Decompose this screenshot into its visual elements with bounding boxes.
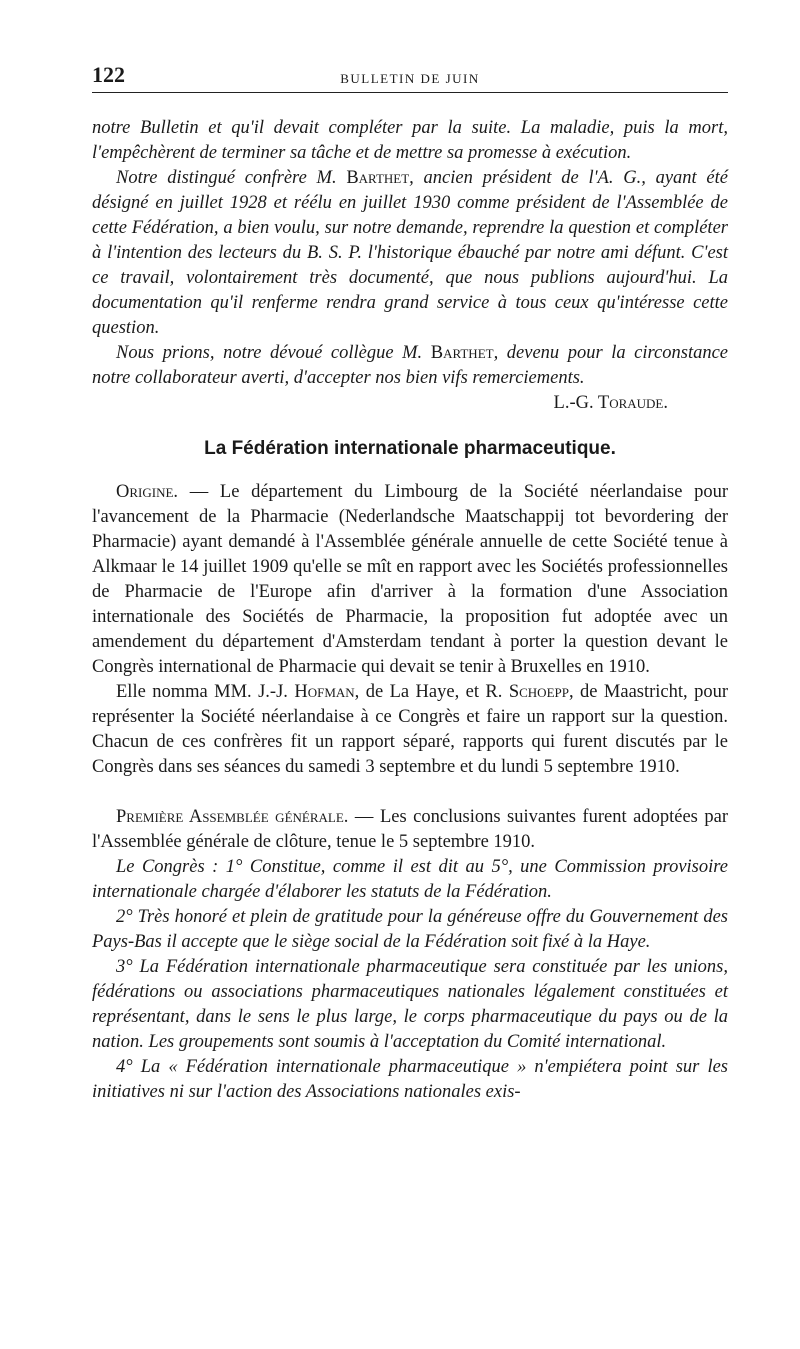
first-assembly-paragraph [92,805,728,855]
first-assembly-text: — Les conclusions suivantes furent adoptées par l'Assemblée générale de clôture, tenue le 5 septembre 1910. [92,807,728,852]
page [92,62,728,1105]
person-name: Schoepp [508,682,569,702]
nomination-text-b: , de La Haye, et R. [354,682,509,702]
conclusion-1: Le Congrès : 1° Constitue, comme il est dit au 5°, une Commission provisoire internationale chargée d'élaborer les statuts de la Fédération. [92,857,728,902]
conclusion-4: 4° La « Fédération internationale pharmaceutique » n'empiétera point sur les initiatives ni sur l'action des Associations nationales exis- [92,1057,728,1102]
origin-label: Origine. [116,482,179,502]
section-gap [92,780,728,805]
person-name: Barthet [346,168,410,188]
person-name: Hofman [294,682,355,702]
header-rule [92,92,728,93]
conclusion-2: 2° Très honoré et plein de gratitude pour la généreuse offre du Gouvernement des Pays-Bas il accepte que le siège social de la Fédération soit fixé à la Haye. [92,907,728,952]
intro-p2-text-b: , ancien président de l'A. G., ayant été désigné en juillet 1928 et réélu en juillet 1930 comme président de l'Assemblée de cette Fédération, a bien voulu, sur notre demande, reprendre la question et compléter à l'intention des lecteurs du B. S. P. l'historique ébauché par notre ami défunt. C'est ce travail, volontairement très documenté, que nous publions aujourd'hui. La documentation qu'il renferme rendra grand service à tous ceux qu'intéresse cette question. [92,168,728,338]
editor-note [92,116,728,416]
intro-p3-text-b: , devenu pour la circonstance notre collaborateur averti, d'accepter nos bien vifs remerciements. [92,343,729,388]
nomination-text-a: Elle nomma MM. J.-J. [116,682,295,702]
page-header [92,62,728,92]
signature-line [92,391,728,416]
conclusion-3: 3° La Fédération internationale pharmaceutique sera constituée par les unions, fédérations ou associations pharmaceutiques nationales légalement constituées et représentant, dans le sens le plus large, le corps pharmaceutique du pays ou de la nation. Les groupements sont soumis à l'acceptation du Comité international. [92,957,728,1052]
intro-paragraph-3 [92,341,728,391]
person-name: Barthet [430,343,494,363]
article-title: La Fédération internationale pharmaceutique. [204,438,616,459]
intro-paragraph-2 [92,166,728,341]
page-number: 122 [92,62,125,87]
intro-paragraph-1: notre Bulletin et qu'il devait compléter par la suite. La maladie, puis la mort, l'empêchèrent de terminer sa tâche et de mettre sa promesse à exécution. [92,118,728,163]
origin-paragraph [92,480,728,680]
first-assembly-label: Première Assemblée générale. [116,807,349,827]
intro-p3-text-a: Nous prions, notre dévoué collègue M. [116,343,431,363]
intro-p2-text-a: Notre distingué confrère M. [116,168,347,188]
nomination-paragraph [92,680,728,780]
origin-text: — Le département du Limbourg de la Société néerlandaise pour l'avancement de la Pharmacie (Nederlandsche Maatschappij tot bevordering der Pharmacie) ayant demandé à l'Assemblée générale annuelle de cette Société tenue à Alkmaar le 14 juillet 1909 qu'elle se mît en rapport avec les Sociétés professionnelles de Pharmacie de l'Europe afin d'arriver à la formation d'une Association internationale des Sociétés de Pharmacie, la proposition fut adoptée avec un amendement du département d'Amsterdam tendant à porter la question devant le Congrès international de Pharmacie qui devait se tenir à Bruxelles en 1910. [92,482,728,677]
running-title: BULLETIN DE JUIN [340,71,480,86]
signature: L.-G. Toraude. [553,393,668,413]
nomination-text-c: , de Maastricht, pour représenter la Société néerlandaise à ce Congrès et faire un rapport sur la question. Chacun de ces confrères fit un rapport séparé, rapports qui furent discutés par le Congrès dans ses séances du samedi 3 septembre et du lundi 5 septembre 1910. [92,682,728,777]
